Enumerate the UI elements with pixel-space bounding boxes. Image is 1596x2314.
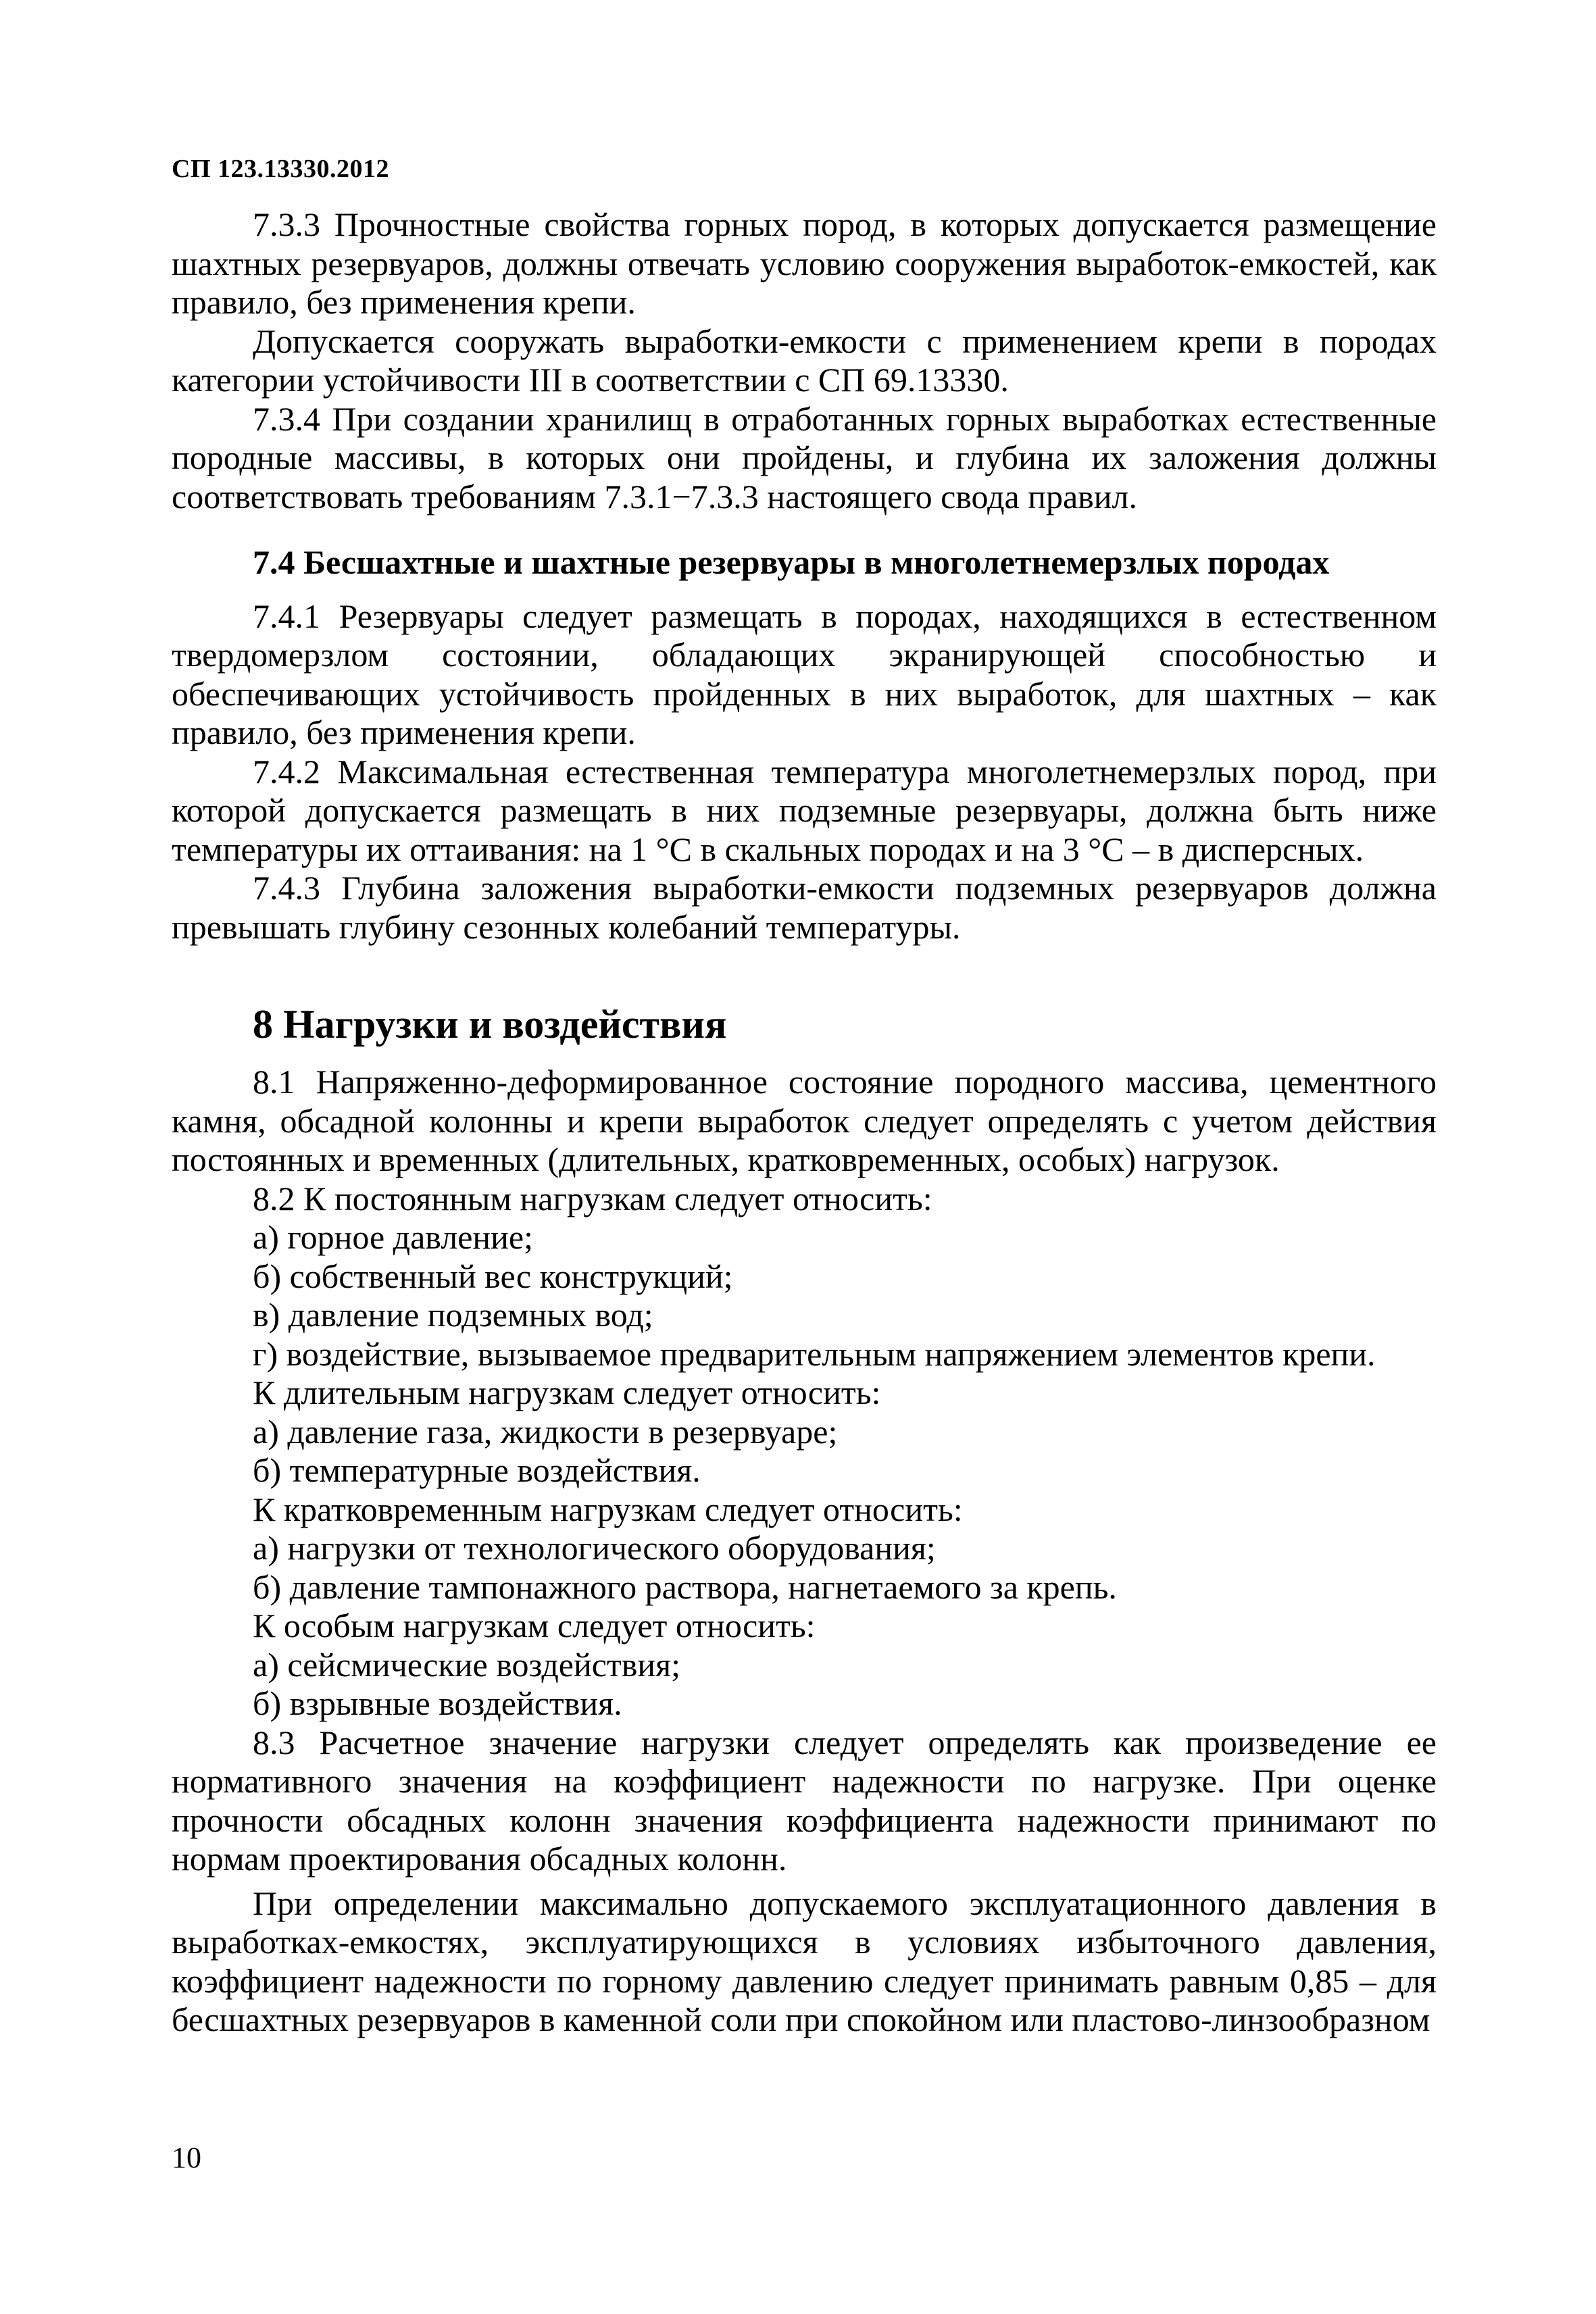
- list-item: К кратковременным нагрузкам следует относить:: [253, 1490, 963, 1528]
- list-item: б) температурные воздействия.: [253, 1451, 701, 1489]
- paragraph: Допускается сооружать выработки-емкости с применением крепи в породах категории устойчивости III в соответствии с СП 69.13330.: [172, 322, 1437, 399]
- paragraph: 7.3.3 Прочностные свойства горных пород, в которых допускается размещение шахтных резервуаров, должны отвечать условию сооружения выработок-емкостей, как правило, без применения крепи.: [172, 205, 1437, 321]
- list-item: 8.2 К постоянным нагрузкам следует относить:: [253, 1179, 932, 1217]
- page-number: 10: [172, 2141, 201, 2174]
- list-item: а) нагрузки от технологического оборудования;: [253, 1529, 936, 1567]
- list-item: К длительным нагрузкам следует относить:: [253, 1374, 881, 1411]
- list-item: в) давление подземных вод;: [253, 1296, 653, 1334]
- list-item: б) взрывные воздействия.: [253, 1684, 622, 1722]
- paragraph: 7.3.4 При создании хранилищ в отработанных горных выработках естественные породные массивы, в которых они пройдены, и глубина их заложения должны соответствовать требованиям 7.3.1−7.3.3 настоящего свода правил.: [172, 399, 1437, 515]
- list-item: а) горное давление;: [253, 1218, 533, 1256]
- section-heading: 8 Нагрузки и воздействия: [253, 1002, 727, 1047]
- paragraph: 7.4.2 Максимальная естественная температура многолетнемерзлых пород, при которой допускается размещать в них подземные резервуары, должна быть ниже температуры их оттаивания: на 1 °С в скальных породах и на 3 °С – в дисперсных.: [172, 752, 1437, 868]
- paragraph: При определении максимально допускаемого эксплуатационного давления в выработках-емкостях, эксплуатирующихся в условиях избыточного давления, коэффициент надежности по горному давлению следует принимать равным 0,85 – для бесшахтных резервуаров в каменной соли при спокойном или пластово-линзообразном: [172, 1884, 1437, 2038]
- list-item: г) воздействие, вызываемое предварительным напряжением элементов крепи.: [253, 1334, 1376, 1373]
- document-body: [172, 205, 1437, 2040]
- paragraph: 7.4.3 Глубина заложения выработки-емкости подземных резервуаров должна превышать глубину сезонных колебаний температуры.: [172, 869, 1437, 946]
- paragraph: 8.3 Расчетное значение нагрузки следует определять как произведение ее нормативного значения на коэффициент надежности по нагрузке. При оценке прочности обсадных колонн значения коэффициента надежности принимают по нормам проектирования обсадных колонн.: [172, 1723, 1437, 1878]
- paragraph: 8.1 Напряженно-деформированное состояние породного массива, цементного камня, обсадной колонны и крепи выработок следует определять с учетом действия постоянных и временных (длительных, кратковременных, особых) нагрузок.: [172, 1063, 1437, 1178]
- list-item: б) давление тампонажного раствора, нагнетаемого за крепь.: [253, 1567, 1117, 1606]
- list-item: К особым нагрузкам следует относить:: [253, 1607, 816, 1644]
- document-header: СП 123.13330.2012: [172, 155, 389, 183]
- list-item: а) сейсмические воздействия;: [253, 1645, 681, 1684]
- list-item: б) собственный вес конструкций;: [253, 1257, 733, 1295]
- list-item: а) давление газа, жидкости в резервуаре;: [253, 1412, 838, 1451]
- paragraph: 7.4.1 Резервуары следует размещать в породах, находящихся в естественном твердомерзлом состоянии, обладающих экранирующей способностью и обеспечивающих устойчивость пройденных в них выработок, для шахтных – как правило, без применения крепи.: [172, 597, 1437, 751]
- subsection-heading: 7.4 Бесшахтные и шахтные резервуары в многолетнемерзлых породах: [253, 543, 1330, 581]
